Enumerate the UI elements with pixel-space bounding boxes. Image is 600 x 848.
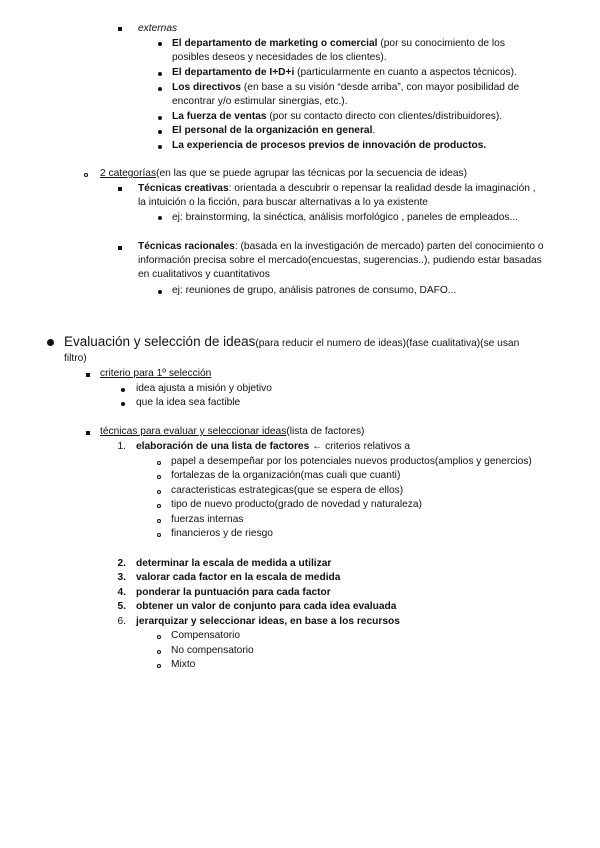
evaluacion-heading: Evaluación y selección de ideas(para reducir el numero de ideas)(fase cualitativa)(se usan: [64, 334, 520, 349]
circle-bullet-icon: [157, 519, 161, 523]
list-item: Compensatorio: [171, 630, 241, 641]
creativas-example: ej: brainstorming, la sinéctica, análisis morfológico , paneles de empleados...: [172, 212, 518, 223]
step-6: jerarquizar y seleccionar ideas, en base a los recursos: [136, 616, 400, 627]
list-item: tipo de nuevo producto(grado de novedad y naturaleza): [171, 499, 422, 510]
circle-bullet-icon: [84, 173, 88, 177]
bullet-icon: [158, 87, 162, 91]
bullet-icon: [158, 72, 162, 76]
big-bullet-icon: [47, 339, 54, 346]
list-item: La fuerza de ventas (por su contacto directo con clientes/distribuidores).: [172, 111, 503, 122]
list-item: caracteristicas estrategicas(que se espera de ellos): [171, 485, 404, 496]
step-5: obtener un valor de conjunto para cada idea evaluada: [136, 601, 397, 612]
racionales-line: Técnicas racionales: (basada en la investigación de mercado) parten del conocimiento o: [138, 241, 544, 252]
list-item: No compensatorio: [171, 645, 254, 656]
bullet-icon: [158, 290, 162, 294]
list-item: idea ajusta a misión y objetivo: [136, 383, 272, 394]
list-item: Mixto: [171, 659, 196, 670]
bullet-icon: [121, 388, 125, 392]
list-item: La experiencia de procesos previos de innovación de productos.: [172, 140, 487, 151]
list-item-cont: posibles deseos y necesidades de los clientes).: [172, 52, 387, 63]
step-number: 1.: [117, 441, 126, 452]
list-item: Los directivos (en base a su visión “desde arriba”, con mayor posibilidad de: [172, 82, 520, 93]
step-number: 5.: [117, 601, 126, 612]
step-number: 2.: [117, 558, 126, 569]
racionales-cont: en cualitativos y cuantitativos: [138, 269, 270, 280]
bullet-icon: [158, 130, 162, 134]
circle-bullet-icon: [157, 635, 161, 639]
list-item: financieros y de riesgo: [171, 528, 273, 539]
externas-label: externas: [138, 23, 178, 34]
bullet-icon: [121, 402, 125, 406]
list-item: El departamento de I+D+i (particularmente en cuanto a aspectos técnicos).: [172, 67, 517, 78]
list-item: fortalezas de la organización(mas cuali que cuanti): [171, 470, 401, 481]
list-item: papel a desempeñar por los potenciales nuevos productos(amplios y genercios): [171, 456, 532, 467]
square-bullet-icon: [86, 431, 90, 435]
tecnicas-link[interactable]: técnicas para evaluar y seleccionar ideas: [100, 426, 287, 437]
square-bullet-icon: [118, 187, 122, 191]
step-number: 3.: [117, 572, 126, 583]
circle-bullet-icon: [157, 461, 161, 465]
step-number: 4.: [117, 587, 126, 598]
circle-bullet-icon: [157, 504, 161, 508]
square-bullet-icon: [118, 246, 122, 250]
circle-bullet-icon: [157, 490, 161, 494]
step-1: elaboración de una lista de factores ← criterios relativos a: [136, 441, 411, 452]
list-item: que la idea sea factible: [136, 397, 241, 408]
evaluacion-cont: filtro): [64, 353, 87, 364]
bullet-icon: [158, 216, 162, 220]
list-item: El departamento de marketing o comercial (por su conocimiento de los: [172, 38, 505, 49]
categorias-line: 2 categorías(en las que se puede agrupar las técnicas por la secuencia de ideas): [100, 168, 467, 179]
bullet-icon: [158, 145, 162, 149]
tecnicas-line: técnicas para evaluar y seleccionar ideas(lista de factores): [100, 426, 365, 437]
circle-bullet-icon: [157, 650, 161, 654]
bullet-icon: [158, 42, 162, 46]
step-4: ponderar la puntuación para cada factor: [136, 587, 331, 598]
step-2: determinar la escala de medida a utilizar: [136, 558, 332, 569]
criterio-label[interactable]: criterio para 1º selección: [100, 368, 212, 379]
circle-bullet-icon: [157, 475, 161, 479]
square-bullet-icon: [118, 27, 122, 31]
step-number: 6.: [117, 616, 126, 627]
categorias-link[interactable]: 2 categorías: [100, 168, 157, 179]
circle-bullet-icon: [157, 533, 161, 537]
list-item: fuerzas internas: [171, 514, 244, 525]
step-3: valorar cada factor en la escala de medida: [136, 572, 341, 583]
list-item: El personal de la organización en general.: [172, 125, 376, 136]
bullet-icon: [158, 116, 162, 120]
creativas-cont: la intuición o la ficción, para buscar alternativas a lo ya existente: [138, 197, 428, 208]
racionales-example: ej: reuniones de grupo, análisis patrones de consumo, DAFO...: [172, 285, 457, 296]
creativas-line: Técnicas creativas: orientada a descubrir o repensar la realidad desde la imaginación ,: [138, 183, 536, 194]
racionales-cont: información precisa sobre el mercado(encuestas, sugerencias..), pudiendo estar basadas: [138, 255, 542, 266]
circle-bullet-icon: [157, 664, 161, 668]
list-item-cont: encontrar y/o estimular sinergias, etc.).: [172, 96, 348, 107]
square-bullet-icon: [86, 373, 90, 377]
